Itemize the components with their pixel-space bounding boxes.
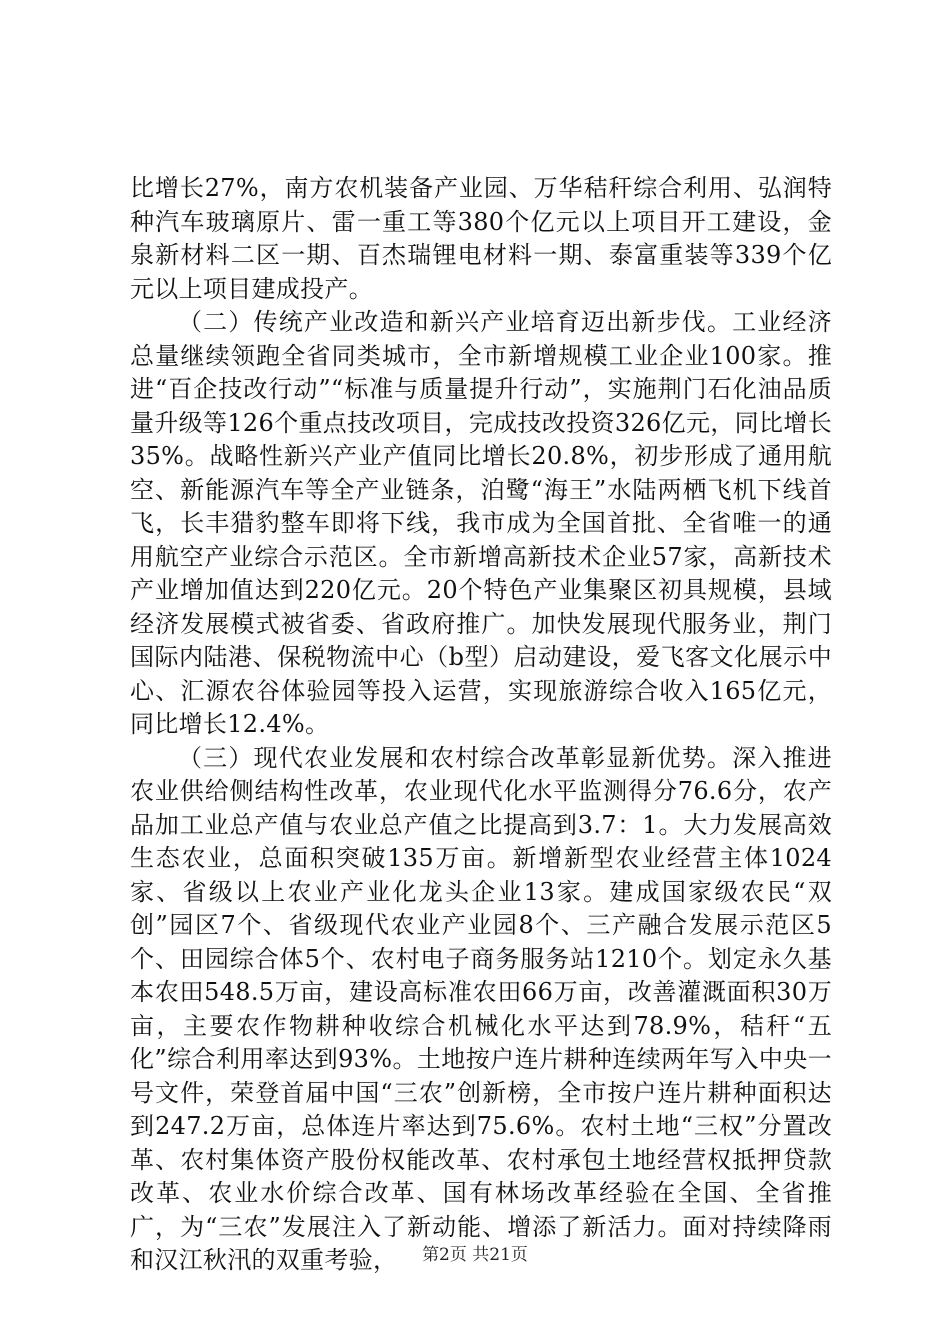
paragraph-continuation: 比增长27%，南方农机装备产业园、万华秸秆综合利用、弘润特种汽车玻璃原片、雷一重工等380个亿元以上项目开工建设，金泉新材料二区一期、百杰瑞锂电材料一期、泰富重装等339个亿元以上项目建成投产。	[130, 174, 832, 303]
document-body	[130, 172, 832, 1278]
paragraph-section-two: （二）传统产业改造和新兴产业培育迈出新步伐。工业经济总量继续领跑全省同类城市，全市新增规模工业企业100家。推进“百企技改行动”“标准与质量提升行动”，实施荆门石化油品质量升级等126个重点技改项目，完成技改投资326亿元，同比增长35%。战略性新兴产业产值同比增长20.8%，初步形成了通用航空、新能源汽车等全产业链条，泊鹭“海王”水陆两栖飞机下线首飞，长丰猎豹整车即将下线，我市成为全国首批、全省唯一的通用航空产业综合示范区。全市新增高新技术企业57家，高新技术产业增加值达到220亿元。20个特色产业集聚区初具规模，县域经济发展模式被省委、省政府推广。加快发展现代服务业，荆门国际内陆港、保税物流中心（b型）启动建设，爱飞客文化展示中心、汇源农谷体验园等投入运营，实现旅游综合收入165亿元，同比增长12.4%。	[130, 308, 832, 738]
page-number-footer: 第2页 共21页	[422, 1245, 528, 1265]
paragraph-section-three: （三）现代农业发展和农村综合改革彰显新优势。深入推进农业供给侧结构性改革，农业现代化水平监测得分76.6分，农产品加工业总产值与农业总产值之比提高到3.7：1。大力发展高效生态农业，总面积突破135万亩。新增新型农业经营主体1024家、省级以上农业产业化龙头企业13家。建成国家级农民“双创”园区7个、省级现代农业产业园8个、三产融合发展示范区5个、田园综合体5个、农村电子商务服务站1210个。划定永久基本农田548.5万亩，建设高标准农田66万亩，改善灌溉面积30万亩，主要农作物耕种收综合机械化水平达到78.9%，秸秆“五化”综合利用率达到93%。土地按户连片耕种连续两年写入中央一号文件，荣登首届中国“三农”创新榜，全市按户连片耕种面积达到247.2万亩，总体连片率达到75.6%。农村土地“三权”分置改革、农村集体资产股份权能改革、农村承包土地经营权抵押贷款改革、农业水价综合改革、国有林场改革经验在全国、全省推广，为“三农”发展注入了新动能、增添了新活力。面对持续降雨和汉江秋汛的双重考验，	[130, 743, 832, 1274]
